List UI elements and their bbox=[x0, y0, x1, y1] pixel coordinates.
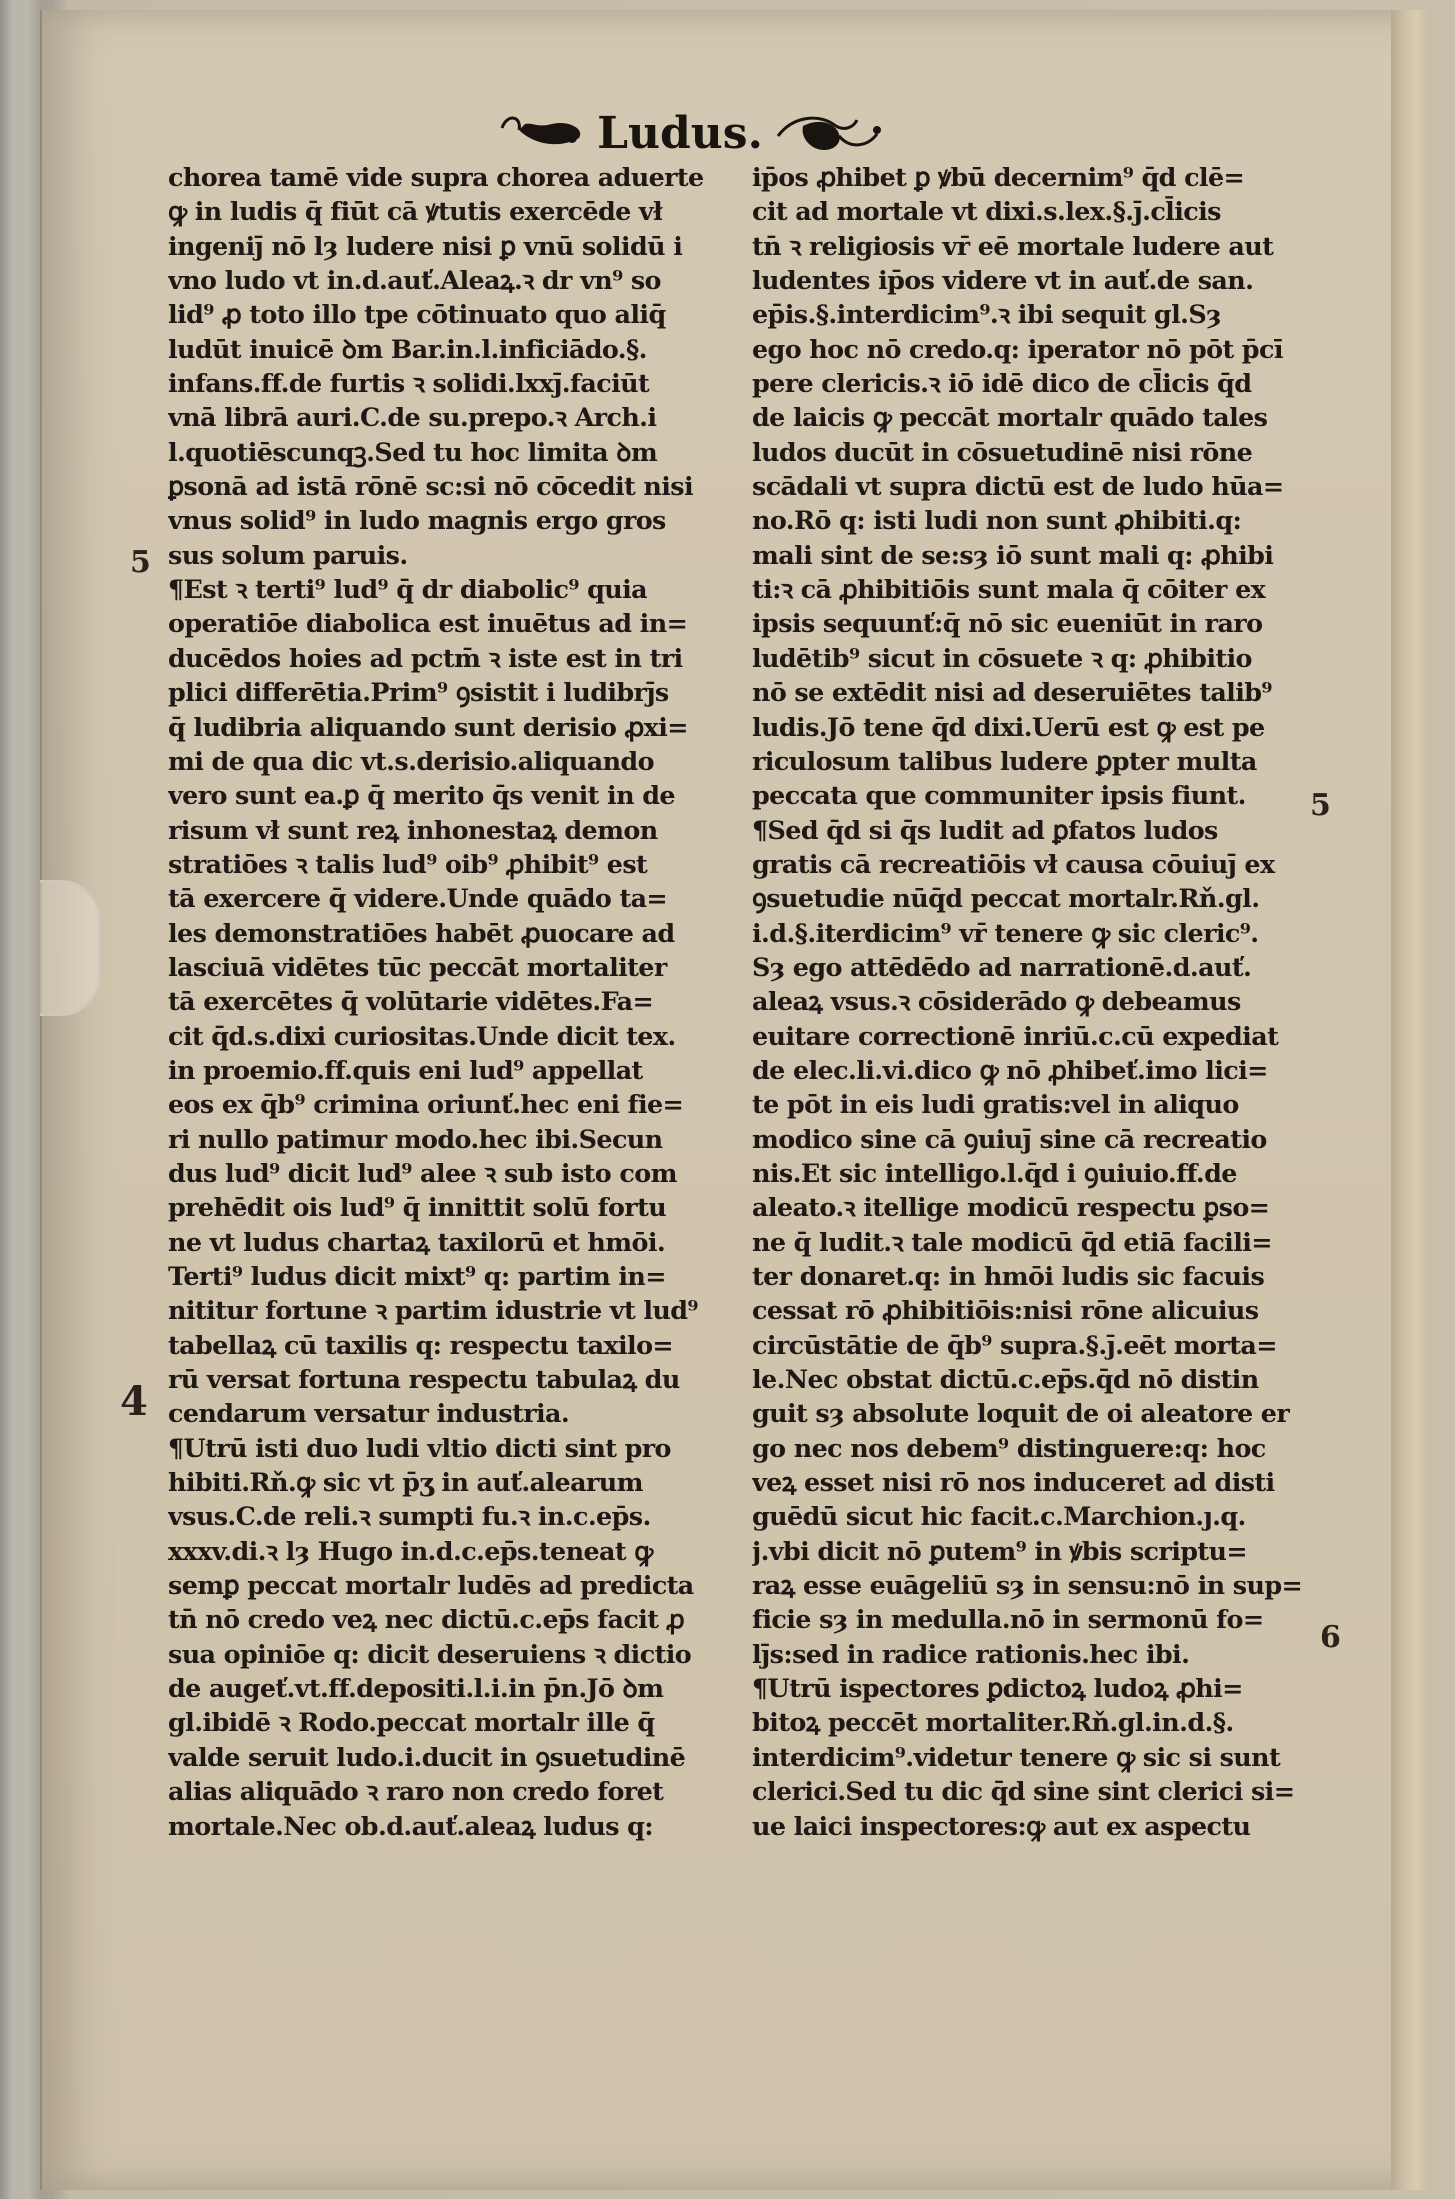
text-line: mi de qua dic vt.s.derisio.aliquando bbox=[168, 745, 654, 776]
text-line: le.Nec obstat dictū.c.ep̄s.q̄d nō distin bbox=[752, 1364, 1259, 1395]
text-line: ep̄is.§.interdicim⁹.ꝛ ibi sequit gl.Sȝ bbox=[752, 299, 1221, 330]
text-line: clerici.Sed tu dic q̄d sine sint clerici si= bbox=[752, 1776, 1295, 1807]
text-line: bitoꝝ peccēt mortaliter.Rň.gl.in.d.§. bbox=[752, 1707, 1234, 1738]
page-edge bbox=[1391, 10, 1427, 2190]
text-line: nis.Et sic intelligo.l.q̄d i ꝯuiuio.ff.de bbox=[752, 1157, 1237, 1188]
text-line: risum vł sunt reꝝ inhonestaꝝ demon bbox=[168, 814, 658, 845]
page-clip bbox=[40, 880, 101, 1016]
text-line: Terti⁹ ludus dicit mixt⁹ q: partim in= bbox=[168, 1261, 666, 1291]
text-line: peccata que communiter ipsis fiunt. bbox=[752, 780, 1246, 811]
text-line: ¶Sed q̄d si q̄s ludit ad ꝑfatos ludos bbox=[752, 814, 1218, 845]
text-line: l.quotiēscunqꝫ.Sed tu hoc limita ꝺm bbox=[168, 436, 658, 467]
text-line: ingeniȷ̄ nō lȝ ludere nisi ꝑ vnū solidū i bbox=[168, 230, 683, 261]
text-line: sua opiniōe q: dicit deseruiens ꝛ dictio bbox=[168, 1638, 692, 1669]
text-line: circūstātie de q̄b⁹ supra.§.ȷ̄.eēt morta= bbox=[752, 1329, 1277, 1360]
text-line: guēdū sicut hic facit.c.Marchion.ȷ.q. bbox=[752, 1501, 1246, 1532]
text-line: ne vt ludus chartaꝝ taxilorū et hmōi. bbox=[168, 1226, 666, 1257]
text-line: vnus solid⁹ in ludo magnis ergo gros bbox=[168, 505, 666, 536]
right-text-column bbox=[752, 160, 1317, 1843]
text-line: cessat rō ꝓhibitiōis:nisi rōne alicuius bbox=[752, 1295, 1259, 1326]
text-line: plici differētia.Prim⁹ ꝯsistit i ludibrȷ̄s bbox=[168, 677, 669, 708]
text-line: xxxv.di.ꝛ lȝ Hugo in.d.c.ep̄s.teneat ꝙ bbox=[168, 1535, 653, 1566]
text-line: q̄ ludibria aliquando sunt derisio ꝓxi= bbox=[168, 711, 688, 742]
text-line: hibiti.Rň.ꝙ sic vt p̄ʒ in auť.alearum bbox=[168, 1467, 643, 1498]
right-ornament-icon bbox=[773, 106, 883, 161]
text-line: Sȝ ego attēdēdo ad narrationē.d.auť. bbox=[752, 951, 1252, 982]
text-line: vnā librā auri.C.de su.prepo.ꝛ Arch.i bbox=[168, 402, 657, 433]
text-line: euitare correctionē inriū.c.cū expediat bbox=[752, 1020, 1279, 1051]
text-line: riculosum talibus ludere ꝑpter multa bbox=[752, 745, 1257, 776]
text-line: ego hoc nō credo.q: iperator nō pōt p̄cī bbox=[752, 333, 1283, 364]
text-line: mali sint de se:sȝ iō sunt mali q: ꝓhibi bbox=[752, 539, 1274, 570]
text-line: alias aliquādo ꝛ raro non credo foret bbox=[168, 1776, 664, 1807]
text-line: tā exercere q̄ videre.Unde quādo ta= bbox=[168, 883, 668, 914]
left-text-column bbox=[168, 160, 733, 1843]
text-line: lasciuā vidētes tūc peccāt mortaliter bbox=[168, 951, 667, 982]
text-line: ducēdos hoies ad pctm̄ ꝛ iste est in tri bbox=[168, 642, 683, 673]
text-line: sus solum paruis. bbox=[168, 539, 408, 570]
text-line: lid⁹ ꝓ toto illo tpe cōtinuato quo aliq̄ bbox=[168, 299, 666, 330]
text-line: j.vbi dicit nō ꝑutem⁹ in ꝟbis scriptu= bbox=[752, 1535, 1248, 1566]
text-line: pere clericis.ꝛ iō idē dico de cl̄icis q̄d bbox=[752, 368, 1252, 399]
text-line: raꝝ esse euāgeliū sȝ in sensu:nō in sup= bbox=[752, 1570, 1303, 1601]
text-line: gratis cā recreatiōis vł causa cōuiuȷ̄ ex bbox=[752, 848, 1275, 879]
text-line: infans.ff.de furtis ꝛ solidi.lxxȷ̄.faciūt bbox=[168, 368, 650, 399]
text-line: i.d.§.iterdicim⁹ vr̄ tenere ꝙ sic cleric⁹. bbox=[752, 917, 1259, 948]
text-line: semꝑ peccat mortalr ludēs ad predicta bbox=[168, 1570, 694, 1601]
text-line: interdicim⁹.videtur tenere ꝙ sic si sunt bbox=[752, 1741, 1281, 1772]
text-line: ¶Est ꝛ terti⁹ lud⁹ q̄ dr diabolic⁹ quia bbox=[168, 574, 647, 605]
text-line: nō se extēdit nisi ad deseruiētes talib⁹ bbox=[752, 677, 1272, 708]
text-line: te pōt in eis ludi gratis:vel in aliquo bbox=[752, 1089, 1239, 1120]
text-line: vsus.C.de reli.ꝛ sumpti fu.ꝛ in.c.ep̄s. bbox=[168, 1501, 651, 1532]
margin-number-left-bottom: 4 bbox=[120, 1378, 148, 1425]
text-line: ri nullo patimur modo.hec ibi.Secun bbox=[168, 1123, 663, 1154]
text-line: ue laici inspectores:ꝙ aut ex aspectu bbox=[752, 1810, 1251, 1841]
text-line: ꝑsonā ad istā rōnē sc:si nō cōcedit nisi bbox=[168, 471, 694, 502]
text-line: gl.ibidē ꝛ Rodo.peccat mortalr ille q̄ bbox=[168, 1707, 655, 1738]
text-line: ¶Utrū ispectores ꝑdictoꝝ ludoꝝ ꝓhi= bbox=[752, 1673, 1243, 1704]
text-line: ficie sȝ in medulla.nō in sermonū fo= bbox=[752, 1604, 1264, 1635]
text-line: eos ex q̄b⁹ crimina oriunť.hec eni fie= bbox=[168, 1089, 684, 1120]
text-line: operatiōe diabolica est inuētus ad in= bbox=[168, 608, 688, 639]
text-line: ludos ducūt in cōsuetudinē nisi rōne bbox=[752, 436, 1253, 467]
text-line: veꝝ esset nisi rō nos induceret ad disti bbox=[752, 1467, 1275, 1498]
text-line: modico sine cā ꝯuiuȷ̄ sine cā recreatio bbox=[752, 1123, 1267, 1154]
text-line: ludis.Jō tene q̄d dixi.Uerū est ꝙ est pe bbox=[752, 711, 1265, 742]
text-line: chorea tamē vide supra chorea aduerte bbox=[168, 162, 704, 192]
margin-number-left-top: 5 bbox=[130, 545, 151, 580]
text-line: mortale.Nec ob.d.auť.aleaꝝ ludus q: bbox=[168, 1810, 654, 1841]
text-line: ludētib⁹ sicut in cōsuete ꝛ q: ꝓhibitio bbox=[752, 642, 1252, 673]
text-line: go nec nos debem⁹ distinguere:q: hoc bbox=[752, 1432, 1266, 1463]
text-line: ꝯsuetudie nūq̄d peccat mortalr.Rň.gl. bbox=[752, 883, 1260, 914]
margin-number-right-bottom: 6 bbox=[1320, 1620, 1341, 1655]
text-line: tā exercētes q̄ volūtarie vidētes.Fa= bbox=[168, 986, 654, 1017]
text-line: lȷ̄s:sed in radice rationis.hec ibi. bbox=[752, 1638, 1190, 1669]
text-line: ꝙ in ludis q̄ fiūt cā ꝟtutis exercēde vł bbox=[168, 196, 663, 227]
text-line: prehēdit ois lud⁹ q̄ innittit solū fortu bbox=[168, 1192, 667, 1223]
text-line: ¶Utrū isti duo ludi vltio dicti sint pro bbox=[168, 1432, 671, 1463]
running-head-title: Ludus. bbox=[597, 107, 763, 159]
text-line: scādali vt supra dictū est de ludo hūa= bbox=[752, 471, 1284, 502]
text-line: cit q̄d.s.dixi curiositas.Unde dicit tex. bbox=[168, 1020, 676, 1051]
text-line: les demonstratiōes habēt ꝓuocare ad bbox=[168, 917, 675, 948]
text-line: de augeť.vt.ff.depositi.l.i.in p̄n.Jō ꝺm bbox=[168, 1673, 664, 1704]
text-line: ter donaret.q: in hmōi ludis sic facuis bbox=[752, 1261, 1265, 1291]
text-line: tn̄ nō credo veꝝ nec dictū.c.ep̄s facit ꝓ bbox=[168, 1604, 685, 1635]
text-line: valde seruit ludo.i.ducit in ꝯsuetudinē bbox=[168, 1741, 686, 1772]
text-line: rū versat fortuna respectu tabulaꝝ du bbox=[168, 1364, 680, 1395]
text-line: vero sunt ea.ꝑ q̄ merito q̄s venit in de bbox=[168, 780, 675, 811]
text-line: ip̄os ꝓhibet ꝑ ꝟbū decernim⁹ q̄d clē= bbox=[752, 162, 1245, 192]
text-line: de elec.li.vi.dico ꝙ nō ꝓhibeť.imo lici= bbox=[752, 1054, 1268, 1085]
margin-number-right-top: 5 bbox=[1310, 788, 1331, 823]
text-line: cendarum versatur industria. bbox=[168, 1398, 570, 1429]
text-line: no.Rō q: isti ludi non sunt ꝓhibiti.q: bbox=[752, 505, 1242, 536]
text-line: ne q̄ ludit.ꝛ tale modicū q̄d etiā facili= bbox=[752, 1226, 1272, 1257]
text-line: aleato.ꝛ itellige modicū respectu ꝑso= bbox=[752, 1192, 1270, 1223]
text-line: tn̄ ꝛ religiosis vr̄ eē mortale ludere aut bbox=[752, 230, 1274, 261]
text-line: aleaꝝ vsus.ꝛ cōsiderādo ꝙ debeamus bbox=[752, 986, 1241, 1017]
running-head bbox=[470, 98, 910, 168]
text-line: stratiōes ꝛ talis lud⁹ oib⁹ ꝓhibit⁹ est bbox=[168, 848, 648, 879]
text-line: ti:ꝛ cā ꝓhibitiōis sunt mala q̄ cōiter ex bbox=[752, 574, 1266, 605]
text-line: dus lud⁹ dicit lud⁹ alee ꝛ sub isto com bbox=[168, 1157, 677, 1188]
text-line: guit sȝ absolute loquit de oi aleatore er bbox=[752, 1398, 1290, 1429]
left-ornament-icon bbox=[497, 108, 587, 158]
text-line: nititur fortune ꝛ partim idustrie vt lud⁹ bbox=[168, 1295, 698, 1326]
text-line: cit ad mortale vt dixi.s.lex.§.ȷ̄.cl̄icis bbox=[752, 196, 1221, 227]
text-line: ipsis sequunť:q̄ nō sic eueniūt in raro bbox=[752, 608, 1263, 639]
text-line: de laicis ꝙ peccāt mortalr quādo tales bbox=[752, 402, 1268, 433]
text-line: tabellaꝝ cū taxilis q: respectu taxilo= bbox=[168, 1329, 674, 1360]
text-line: ludūt inuicē ꝺm Bar.in.l.inficiādo.§. bbox=[168, 333, 647, 364]
text-line: vno ludo vt in.d.auť.Aleaꝝ.ꝛ dr vn⁹ so bbox=[168, 265, 661, 296]
text-line: in proemio.ff.quis eni lud⁹ appellat bbox=[168, 1054, 643, 1085]
text-line: ludentes ip̄os videre vt in auť.de san. bbox=[752, 265, 1254, 296]
